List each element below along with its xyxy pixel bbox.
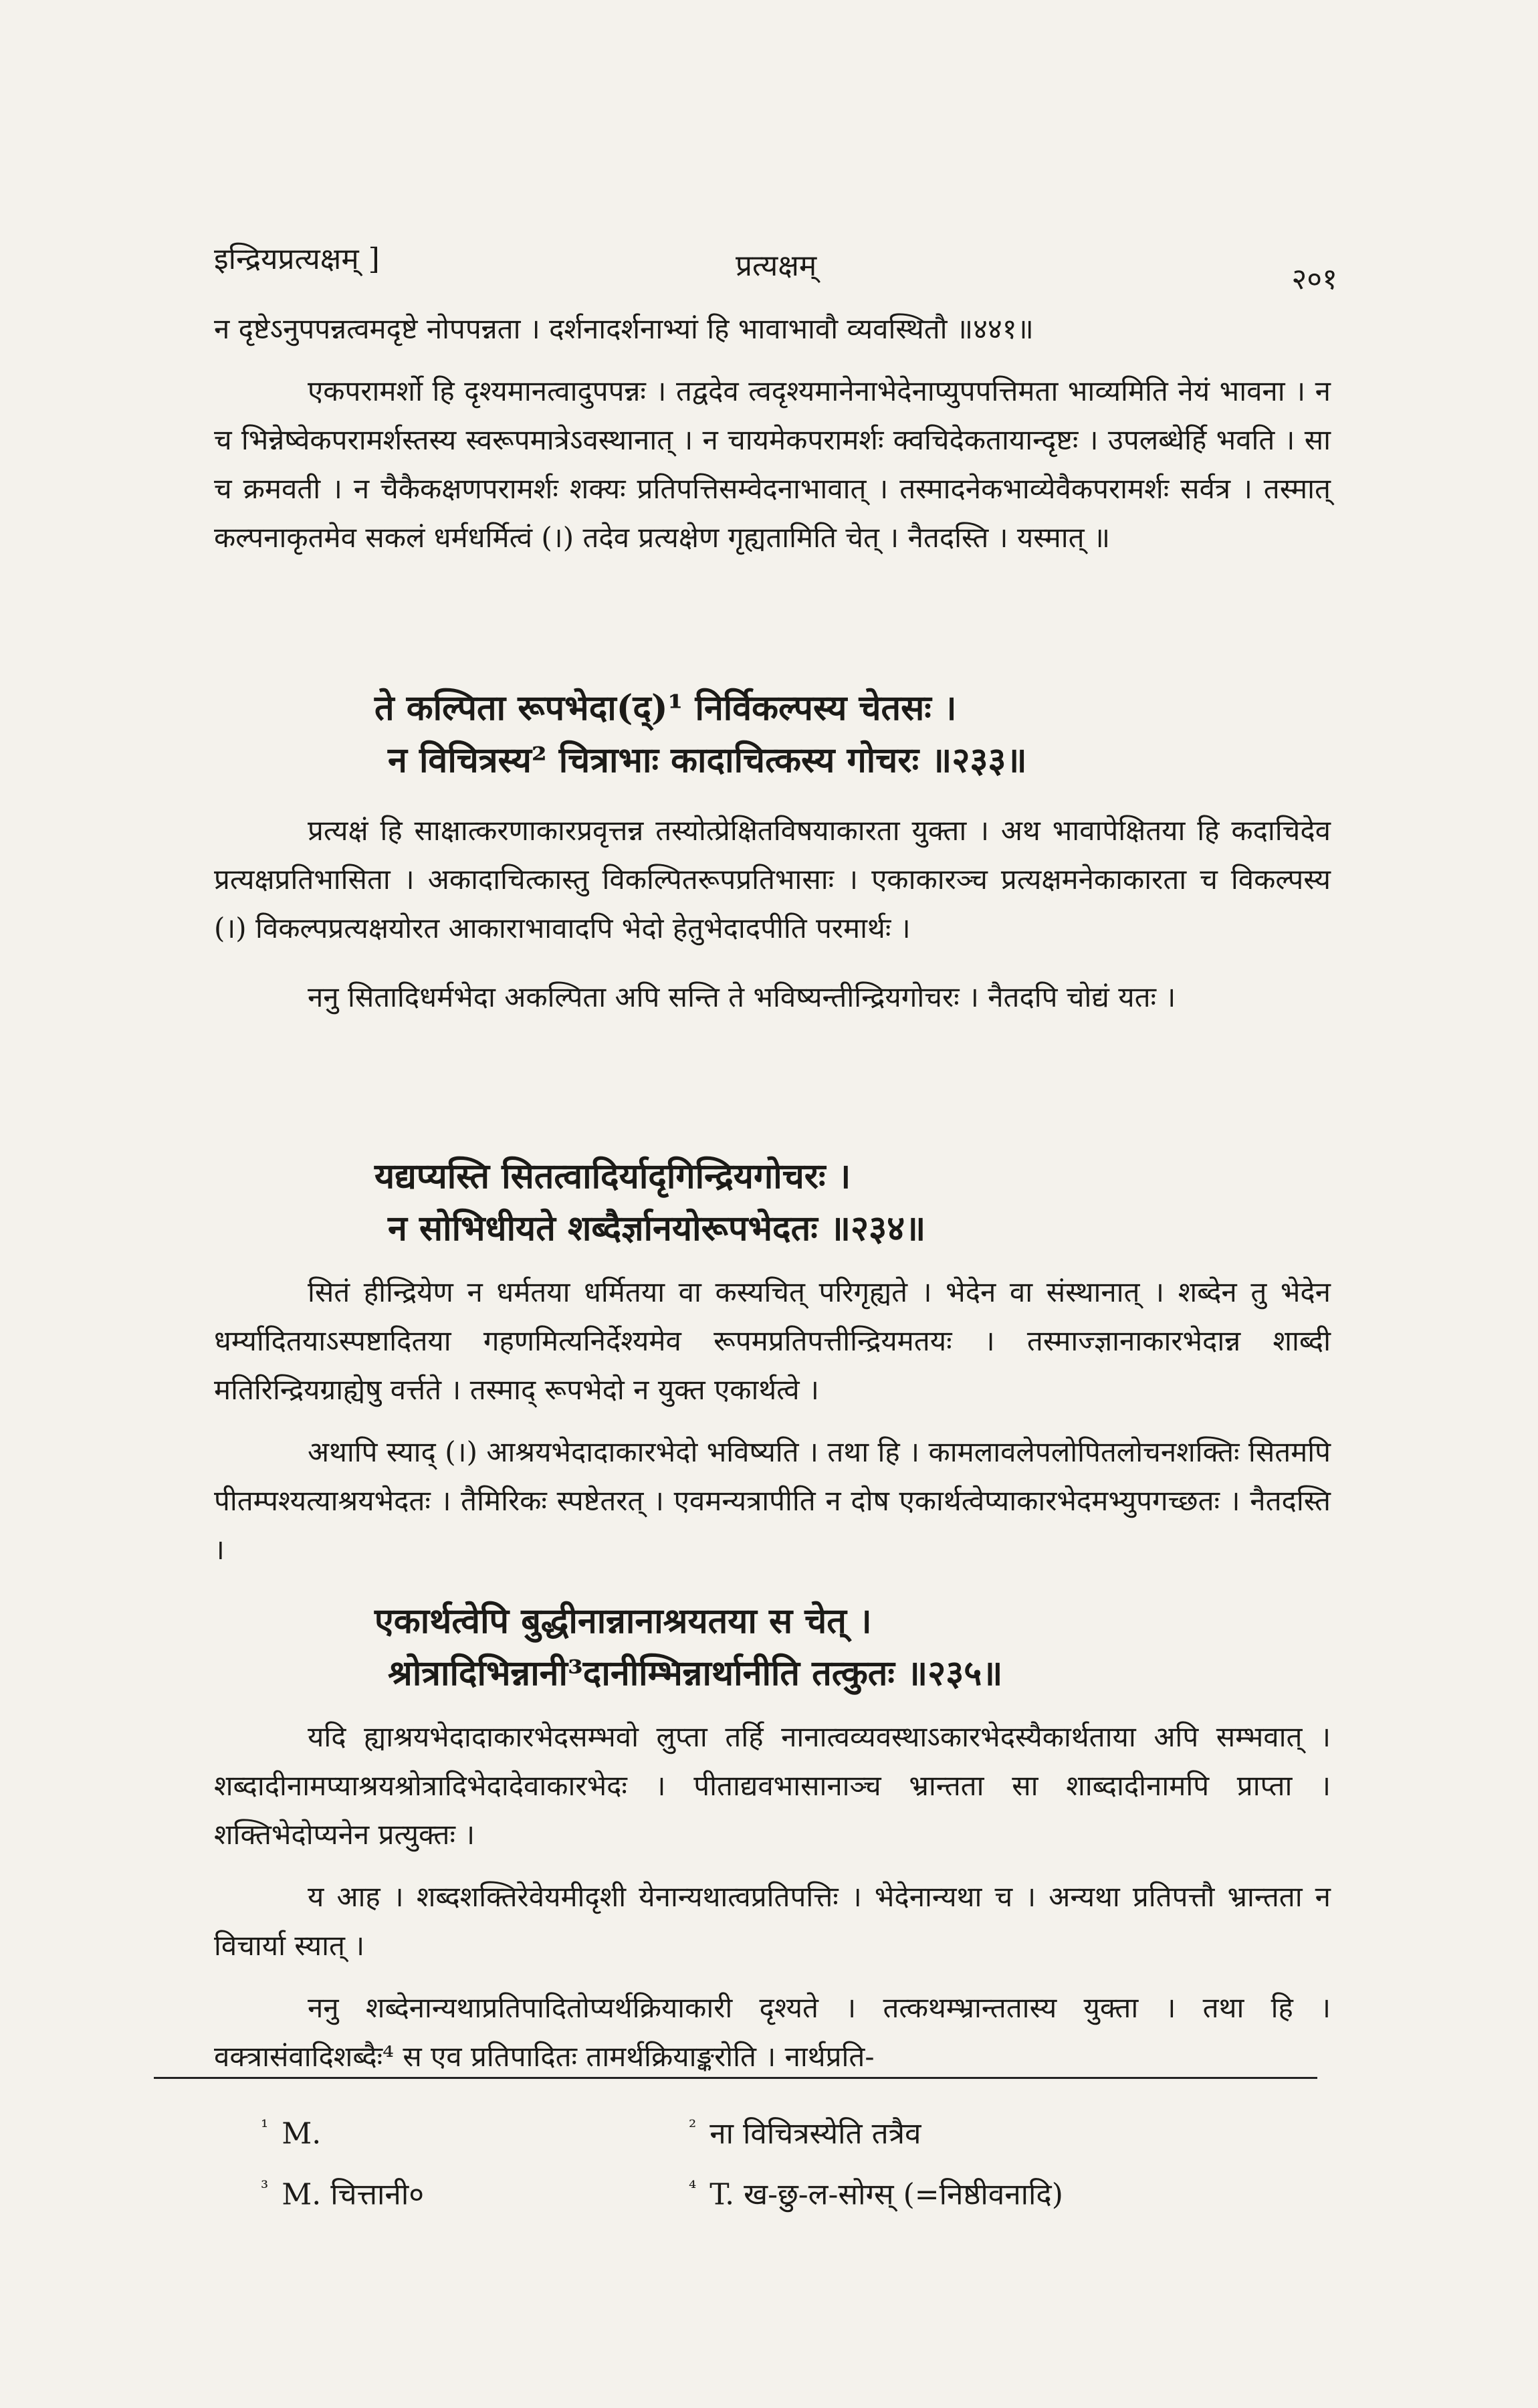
footnote-row <box>261 2100 1331 2161</box>
verse-233 <box>374 682 1324 787</box>
verse-line: श्रोत्रादिभिन्नानी³दानीम्भिन्नार्थानीति तत्कुतः ॥२३५॥ <box>388 1653 1003 1694</box>
verse-234 <box>374 1150 1324 1255</box>
verse-line: ते कल्पिता रूपभेदा(द्)¹ निर्विकल्पस्य चेतसः । <box>374 688 957 728</box>
running-header <box>214 237 1337 296</box>
page-number: २०१ <box>1291 262 1337 296</box>
footnote-divider <box>154 2077 1317 2079</box>
footnote-row <box>261 2161 1331 2222</box>
paragraph-4 <box>214 1268 1331 1587</box>
verse-441: न दृष्टेऽनुपपन्नत्वमदृष्टे नोपपन्नता । दर्शनादर्शनाभ्यां हि भावाभावौ व्यवस्थितौ ॥४४१॥ <box>214 312 1034 345</box>
footnote-1: $^{^1}$ M. <box>261 2116 322 2151</box>
paragraph-6 <box>214 1712 1331 2094</box>
footnote-4: $^{^4}$ T. ख-छु-ल-सोग्स् (=निष्ठीवनादि) <box>689 2176 1063 2212</box>
footnote-2: $^{^2}$ ना विचित्रस्येति तत्रैव <box>689 2116 921 2151</box>
commentary-paragraph: एकपरामर्शो हि दृश्यमानत्वादुपपन्नः । तद्वदेव त्वदृश्यमानेनाभेदेनाप्युपपत्तिमता भाव्यमिति नेयं भावना । न च भिन्नेष्वेकपरामर्शस्तस्य स्वरूपमात्रेऽवस्थानात् । न चायमेकपरामर्शः क्वचिदेकतायान्दृष्टः । उपलब्धेर्हि भवति । सा च क्रमवती । न चैकैकक्षणपरामर्शः शक्यः प्रतिपत्तिसम्वेदनाभावात् । तस्मादनेकभाव्येवैकपरामर्शः सर्वत्र । तस्मात् कल्पनाकृतमेव सकलं धर्मधर्मित्वं (।) तदेव प्रत्यक्षेण गृह्यतामिति चेत् । नैतदस्ति । यस्मात् ॥ <box>214 375 1331 554</box>
verse-line: यद्यप्यस्ति सितत्वादिर्यादृगिन्द्रियगोचरः । <box>374 1156 851 1197</box>
commentary-paragraph: य आह । शब्दशक्तिरेवेयमीदृशी येनान्यथात्वप्रतिपत्तिः । भेदेनान्यथा च । अन्यथा प्रतिपत्तौ भ्रान्तता न विचार्या स्यात् । <box>214 1880 1331 1962</box>
footnotes <box>261 2100 1331 2221</box>
verse-line: न सोभिधीयते शब्दैर्ज्ञानयोरूपभेदतः ॥२३४॥ <box>388 1208 926 1249</box>
verse-235 <box>374 1595 1324 1700</box>
footnote-3: $^{^3}$ M. चित्तानी० <box>261 2176 425 2212</box>
chapter-title: प्रत्यक्षम् <box>736 249 817 283</box>
commentary-paragraph: अथापि स्याद् (।) आश्रयभेदादाकारभेदो भविष्यति । तथा हि । कामलावलेपलोपितलोचनशक्तिः सितमपि पीतम्पश्यत्याश्रयभेदतः । तैमिरिकः स्पष्टेतरत् । एवमन्यत्रापीति न दोष एकार्थत्वेप्याकारभेदमभ्युपगच्छतः । नैतदस्ति । <box>214 1435 1331 1566</box>
commentary-paragraph: सितं हीन्द्रियेण न धर्मतया धर्मितया वा कस्यचित् परिगृह्यते । भेदेन वा संस्थानात् । शब्देन तु भेदेन धर्म्यादितयाऽस्पष्टादितया गहणमित्यनिर्देश्यमेव रूपमप्रतिपत्तीन्द्रियमतयः । तस्माज्ज्ञानाकारभेदान्न शाब्दी मतिरिन्द्रियग्राह्येषु वर्त्तते । तस्माद् रूपभेदो न युक्त एकार्थत्वे । <box>214 1276 1331 1406</box>
commentary-paragraph: ननु सितादिधर्मभेदा अकल्पिता अपि सन्ति ते भविष्यन्तीन्द्रियगोचरः । नैतदपि चोद्यं यतः । <box>308 981 1176 1013</box>
paragraph-2 <box>214 806 1331 1035</box>
commentary-paragraph: प्रत्यक्षं हि साक्षात्करणाकारप्रवृत्तन्न तस्योत्प्रेक्षितविषयाकारता युक्ता । अथ भावापेक्षितया हि कदाचिदेव प्रत्यक्षप्रतिभासिता । अकादाचित्कास्तु विकल्पितरूपप्रतिभासाः । एकाकारञ्च प्रत्यक्षमनेकाकारता च विकल्पस्य (।) विकल्पप्रत्यक्षयोरत आकाराभावादपि भेदो हेतुभेदादपीति परमार्थः । <box>214 814 1331 944</box>
section-title: इन्द्रियप्रत्यक्षम् ] <box>214 242 380 276</box>
verse-line: एकार्थत्वेपि बुद्धीनान्नानाश्रयतया स चेत् । <box>374 1601 872 1641</box>
verse-line: न विचित्रस्य² चित्राभाः कादाचित्कस्य गोचरः ॥२३३॥ <box>388 740 1027 781</box>
commentary-paragraph: ननु शब्देनान्यथाप्रतिपादितोप्यर्थक्रियाकारी दृश्यते । तत्कथम्भ्रान्ततास्य युक्ता । तथा हि । वक्त्रासंवादिशब्दैः⁴ स एव प्रतिपादितः तामर्थक्रियाङ्करोति । नार्थप्रति- <box>214 1991 1331 2073</box>
commentary-paragraph: यदि ह्याश्रयभेदादाकारभेदसम्भवो लुप्ता तर्हि नानात्वव्यवस्थाऽकारभेदस्यैकार्थताया अपि सम्भवात् । शब्दादीनामप्याश्रयश्रोत्रादिभेदादेवाकारभेदः । पीताद्यवभासानाञ्च भ्रान्तता सा शाब्दादीनामपि प्राप्ता । शक्तिभेदोप्यनेन प्रत्युक्तः । <box>214 1720 1331 1851</box>
paragraph-1 <box>214 304 1331 575</box>
